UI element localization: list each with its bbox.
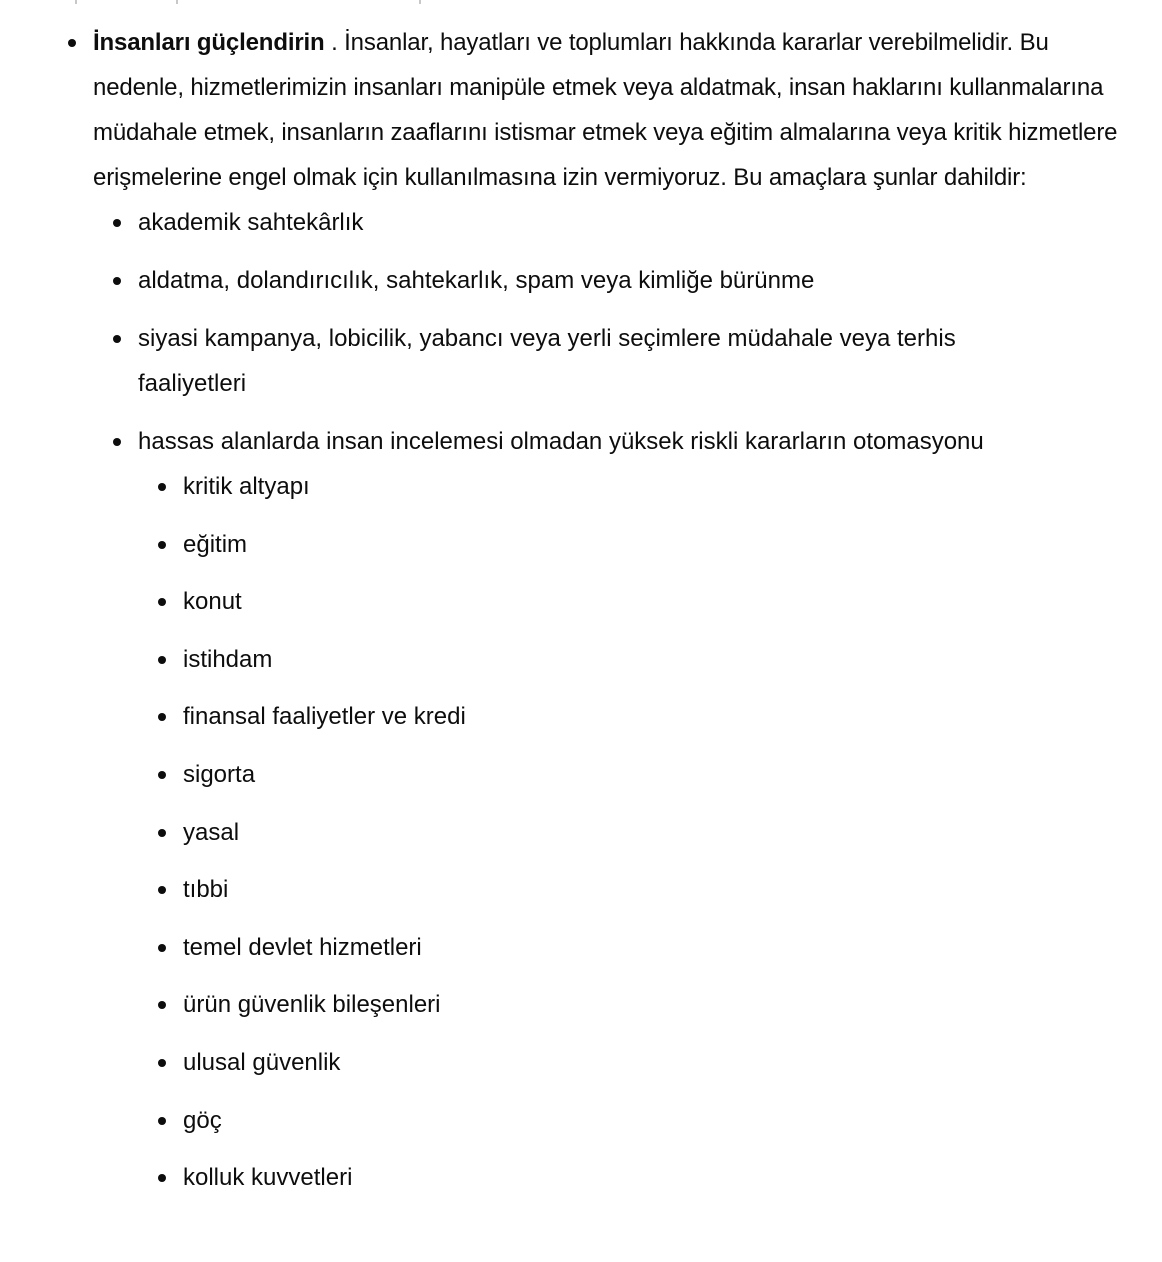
sub-list-item	[138, 982, 1143, 1027]
sub-list-item-label: ürün güvenlik bileşenleri	[183, 991, 441, 1019]
bullet-icon	[113, 219, 121, 227]
title-separator: .	[324, 29, 345, 56]
bullet-icon	[158, 713, 166, 721]
bullet-icon	[158, 829, 166, 837]
list-item-label: siyasi kampanya, lobicilik, yabancı veya yerli seçimlere müdahale veya terhis faaliyetleri	[138, 325, 956, 397]
sub-list-item-label: sigorta	[183, 760, 256, 788]
list-item	[93, 419, 1143, 1200]
bullet-icon	[158, 1001, 166, 1009]
list-item	[93, 316, 1143, 406]
bullet-icon	[158, 541, 166, 549]
bullet-icon	[158, 771, 166, 779]
sub-list-item-label: yasal	[183, 818, 240, 846]
policy-body: İnsanlar, hayatları ve toplumları hakkında kararlar verebilmelidir. Bu nedenle, hizmetlerimizin insanları manipüle etmek veya aldatmak, insan haklarını kullanmalarına müdahale etmek, insanların zaaflarını istismar etmek veya eğitim almalarına veya kritik hizmetlere erişmelerine engel olmak için kullanılmasına izin vermiyoruz. Bu amaçlara şunlar dahildir:	[93, 29, 1118, 191]
sub-list-item-label: ulusal güvenlik	[183, 1048, 341, 1076]
bullet-icon	[158, 1059, 166, 1067]
sub-list-item-label: tıbbi	[183, 876, 229, 904]
bullet-icon	[158, 886, 166, 894]
sub-list-item-label: temel devlet hizmetleri	[183, 933, 422, 961]
sub-list-item-label: istihdam	[183, 645, 273, 673]
sub-list-item-label: eğitim	[183, 530, 248, 558]
bullet-icon	[113, 335, 121, 343]
sub-list-item	[138, 752, 1143, 797]
bullet-icon	[158, 1174, 166, 1182]
bullet-icon	[68, 39, 76, 47]
policy-title: İnsanları güçlendirin	[93, 29, 325, 56]
sub-list-item	[138, 464, 1143, 509]
sensitive-areas-list	[138, 464, 1143, 1200]
sub-list-item-label: kolluk kuvvetleri	[183, 1164, 353, 1192]
prohibited-uses-list	[93, 200, 1143, 1200]
sub-list-item	[138, 867, 1143, 912]
bullet-icon	[158, 483, 166, 491]
sub-list-item-label: göç	[183, 1106, 222, 1134]
list-item	[93, 258, 1143, 303]
sub-list-item	[138, 637, 1143, 682]
sub-list-item	[138, 1098, 1143, 1143]
sub-list-item	[138, 522, 1143, 567]
list-item-label: aldatma, dolandırıcılık, sahtekarlık, spam veya kimliğe bürünme	[138, 267, 815, 294]
sub-list-item	[138, 1155, 1143, 1200]
bullet-icon	[113, 438, 121, 446]
sub-list-item	[138, 694, 1143, 739]
sub-list-item	[138, 579, 1143, 624]
bullet-icon	[158, 656, 166, 664]
sub-list-item-label: konut	[183, 588, 242, 616]
cropped-previous-content	[0, 0, 1162, 4]
bullet-icon	[158, 598, 166, 606]
list-item	[93, 200, 1143, 245]
policy-paragraph	[93, 20, 1143, 200]
sub-list-item	[138, 810, 1143, 855]
policy-item-empower-people	[93, 20, 1143, 1200]
sub-list-item-label: finansal faaliyetler ve kredi	[183, 703, 466, 731]
sub-list-item	[138, 925, 1143, 970]
sub-list-item-label: kritik altyapı	[183, 473, 310, 500]
sub-list-item	[138, 1040, 1143, 1085]
bullet-icon	[113, 277, 121, 285]
policy-list	[93, 20, 1143, 1213]
bullet-icon	[158, 944, 166, 952]
list-item-label: akademik sahtekârlık	[138, 209, 364, 236]
bullet-icon	[158, 1117, 166, 1125]
list-item-label: hassas alanlarda insan incelemesi olmadan yüksek riskli kararların otomasyonu	[138, 428, 984, 455]
